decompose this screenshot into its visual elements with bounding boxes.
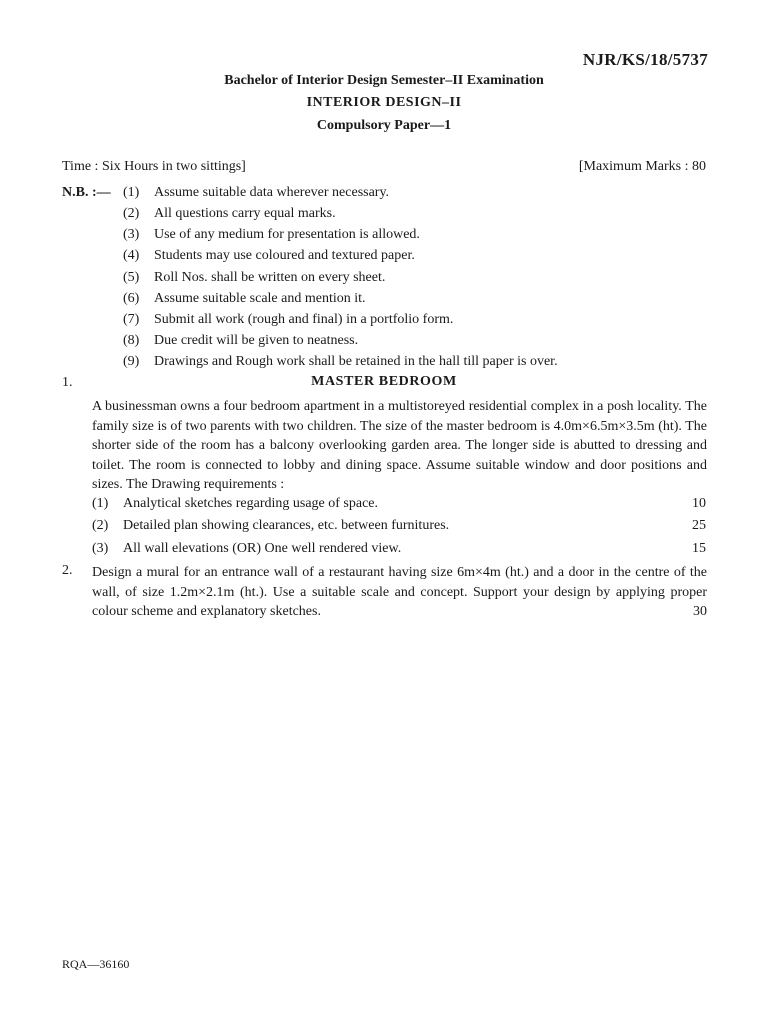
exam-title: Bachelor of Interior Design Semester–II Examination bbox=[224, 73, 544, 88]
part-text: Analytical sketches regarding usage of space. bbox=[123, 496, 379, 511]
nb-item-number: (7) bbox=[123, 312, 140, 327]
nb-item-text: Submit all work (rough and final) in a portfolio form. bbox=[154, 312, 454, 327]
nb-item-number: (5) bbox=[123, 270, 140, 285]
nb-item-number: (9) bbox=[123, 354, 140, 369]
subject-title: INTERIOR DESIGN–II bbox=[306, 95, 462, 110]
nb-item-text: Assume suitable data wherever necessary. bbox=[154, 185, 390, 200]
question-text: Design a mural for an entrance wall of a restaurant having size 6m×4m (ht.) and a door in the centre of the wall, of size 1.2m×2.1m (ht.). Use a suitable scale and concept. Support your design by applying proper colour scheme and explanatory sketches. bbox=[92, 565, 707, 619]
question-body bbox=[92, 563, 707, 622]
part-number: (1) bbox=[92, 496, 109, 511]
time-info: Time : Six Hours in two sittings] bbox=[62, 159, 246, 174]
max-marks: [Maximum Marks : 80 bbox=[578, 159, 706, 174]
nb-item-text: Roll Nos. shall be written on every sheet. bbox=[154, 270, 386, 285]
nb-item-number: (6) bbox=[123, 291, 140, 306]
part-text: Detailed plan showing clearances, etc. between furnitures. bbox=[123, 518, 450, 533]
nb-item-text: Use of any medium for presentation is allowed. bbox=[154, 227, 420, 242]
nb-item-number: (4) bbox=[123, 248, 140, 263]
part-number: (3) bbox=[92, 541, 109, 556]
nb-item-text: Assume suitable scale and mention it. bbox=[154, 291, 366, 306]
nb-item-number: (2) bbox=[123, 206, 140, 221]
paper-title: Compulsory Paper—1 bbox=[316, 118, 452, 133]
paper-code: NJR/KS/18/5737 bbox=[582, 50, 708, 69]
nb-item-text: Due credit will be given to neatness. bbox=[154, 333, 359, 348]
question-number: 1. bbox=[62, 375, 73, 390]
nb-item-number: (3) bbox=[123, 227, 140, 242]
nb-item-number: (1) bbox=[123, 185, 140, 200]
nb-item-text: Drawings and Rough work shall be retained in the hall till paper is over. bbox=[154, 354, 558, 369]
nb-item-text: All questions carry equal marks. bbox=[154, 206, 336, 221]
part-marks: 15 bbox=[692, 541, 706, 556]
part-number: (2) bbox=[92, 518, 109, 533]
part-text: All wall elevations (OR) One well rendered view. bbox=[123, 541, 402, 556]
nb-item-text: Students may use coloured and textured paper. bbox=[154, 248, 415, 263]
question-number: 2. bbox=[62, 563, 73, 578]
question-marks: 30 bbox=[693, 604, 707, 619]
nb-item-number: (8) bbox=[123, 333, 140, 348]
nb-label: N.B. :— bbox=[62, 185, 111, 200]
question-body: A businessman owns a four bedroom apartment in a multistoreyed residential complex in a posh locality. The family size is of two parents with two children. The size of the master bedroom is 4.0m×6.5m×3.5m (ht). The shorter side of the room has a balcony overlooking garden area. The longer side is abutted to dressing and toilet. The room is connected to lobby and dining space. Assume suitable window and door positions and sizes. The Drawing requirements : bbox=[92, 399, 707, 492]
footer-code: RQA—36160 bbox=[62, 957, 130, 971]
question-title: MASTER BEDROOM bbox=[311, 374, 457, 389]
part-marks: 10 bbox=[692, 496, 706, 511]
part-marks: 25 bbox=[692, 518, 706, 533]
